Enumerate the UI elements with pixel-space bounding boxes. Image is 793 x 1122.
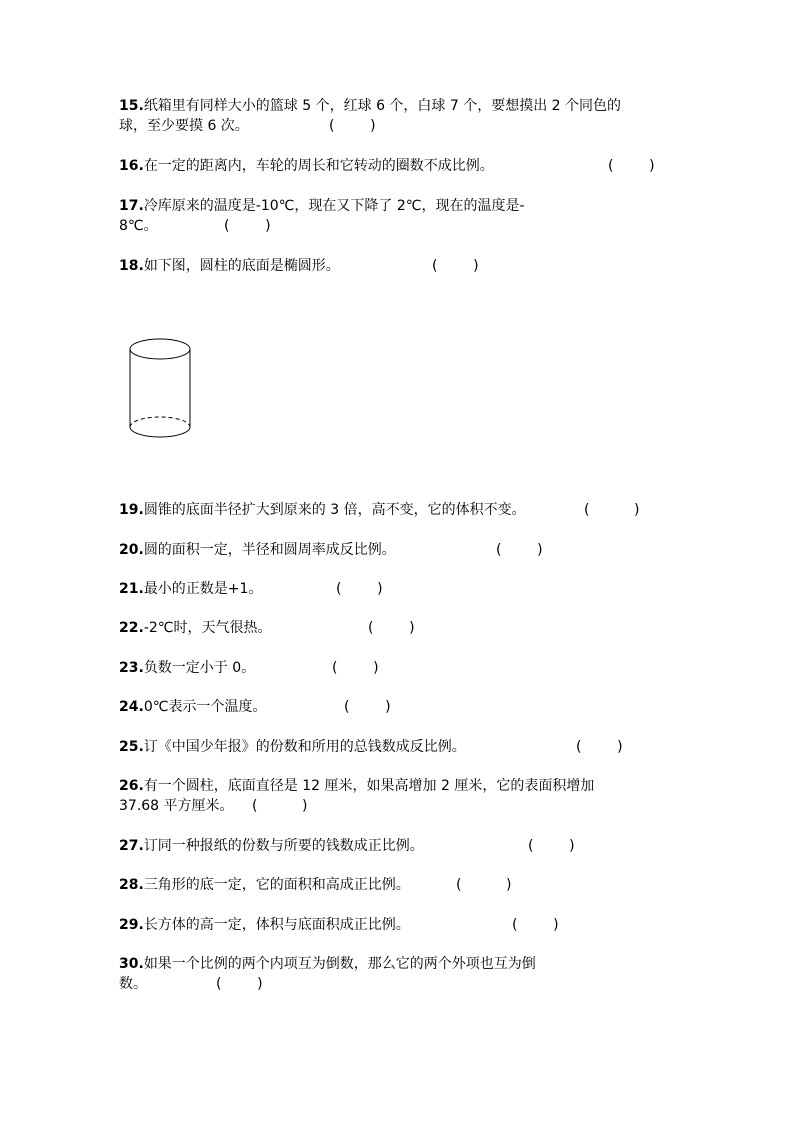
question-text: 负数一定小于 0。 [143, 660, 256, 676]
question-text: 有一个圆柱，底面直径是 12 厘米，如果高增加 2 厘米，它的表面积增加 [143, 778, 595, 794]
question-text: 最小的正数是+1。 [143, 581, 263, 597]
question-20 [119, 540, 699, 560]
answer-blank[interactable]: ( ) [496, 542, 543, 558]
answer-blank[interactable]: ( ) [528, 838, 575, 854]
question-text: 0℃表示一个温度。 [143, 699, 267, 715]
answer-blank[interactable]: ( ) [252, 798, 308, 814]
question-number: 17. [119, 198, 144, 214]
question-text: 如果一个比例的两个内项互为倒数，那么它的两个外项也互为倒 [143, 956, 536, 972]
question-number: 19. [119, 502, 144, 518]
question-26 [119, 776, 699, 816]
question-17 [119, 196, 699, 236]
question-number: 23. [119, 660, 144, 676]
answer-blank[interactable]: ( ) [576, 739, 623, 755]
question-30 [119, 954, 699, 994]
question-18 [119, 256, 699, 276]
answer-blank[interactable]: ( ) [432, 258, 479, 274]
question-text: 三角形的底一定，它的面积和高成正比例。 [143, 877, 410, 893]
answer-blank[interactable]: ( ) [336, 581, 383, 597]
answer-blank[interactable]: ( ) [368, 620, 415, 636]
question-21 [119, 579, 699, 599]
answer-blank[interactable]: ( ) [608, 158, 655, 174]
question-text: 订《中国少年报》的份数和所用的总钱数成反比例。 [143, 739, 466, 755]
question-number: 18. [119, 258, 144, 274]
answer-blank[interactable]: ( ) [512, 917, 559, 933]
question-text: 圆的面积一定，半径和圆周率成反比例。 [143, 542, 396, 558]
answer-blank[interactable]: ( ) [584, 502, 640, 518]
question-text: 冷库原来的温度是-10℃，现在又下降了 2℃，现在的温度是- [143, 198, 525, 214]
question-27 [119, 836, 699, 856]
question-text: 圆锥的底面半径扩大到原来的 3 倍，高不变，它的体积不变。 [143, 502, 526, 518]
answer-blank[interactable]: ( ) [216, 976, 263, 992]
question-number: 15. [119, 98, 144, 114]
answer-blank[interactable]: ( ) [344, 699, 391, 715]
question-text: -2℃时，天气很热。 [143, 620, 272, 636]
question-29 [119, 915, 699, 935]
answer-blank[interactable]: ( ) [332, 660, 379, 676]
cylinder-figure-icon [124, 335, 196, 443]
question-text: 在一定的距离内，车轮的周长和它转动的圈数不成比例。 [143, 158, 494, 174]
answer-blank[interactable]: ( ) [329, 118, 376, 134]
question-number: 25. [119, 739, 144, 755]
question-number: 26. [119, 778, 144, 794]
question-text: 如下图，圆柱的底面是椭圆形。 [143, 258, 340, 274]
question-number: 22. [119, 620, 144, 636]
question-text-cont: 球，至少要摸 6 次。 [119, 118, 249, 134]
question-number: 27. [119, 838, 144, 854]
question-number: 29. [119, 917, 144, 933]
question-text: 纸箱里有同样大小的篮球 5 个，红球 6 个，白球 7 个，要想摸出 2 个同色的 [143, 98, 622, 114]
question-number: 21. [119, 581, 144, 597]
question-28 [119, 875, 699, 895]
question-number: 24. [119, 699, 144, 715]
answer-blank[interactable]: ( ) [224, 218, 271, 234]
answer-blank[interactable]: ( ) [456, 877, 512, 893]
question-text: 长方体的高一定，体积与底面积成正比例。 [143, 917, 410, 933]
question-number: 20. [119, 542, 144, 558]
question-15 [119, 96, 699, 136]
question-number: 16. [119, 158, 144, 174]
question-text-cont: 数。 [119, 976, 147, 992]
question-text: 订同一种报纸的份数与所要的钱数成正比例。 [143, 838, 424, 854]
question-text-cont: 37.68 平方厘米。 [119, 798, 234, 814]
question-23 [119, 658, 699, 678]
question-text-cont: 8℃。 [119, 218, 158, 234]
question-number: 30. [119, 956, 144, 972]
question-number: 28. [119, 877, 144, 893]
question-24 [119, 697, 699, 717]
